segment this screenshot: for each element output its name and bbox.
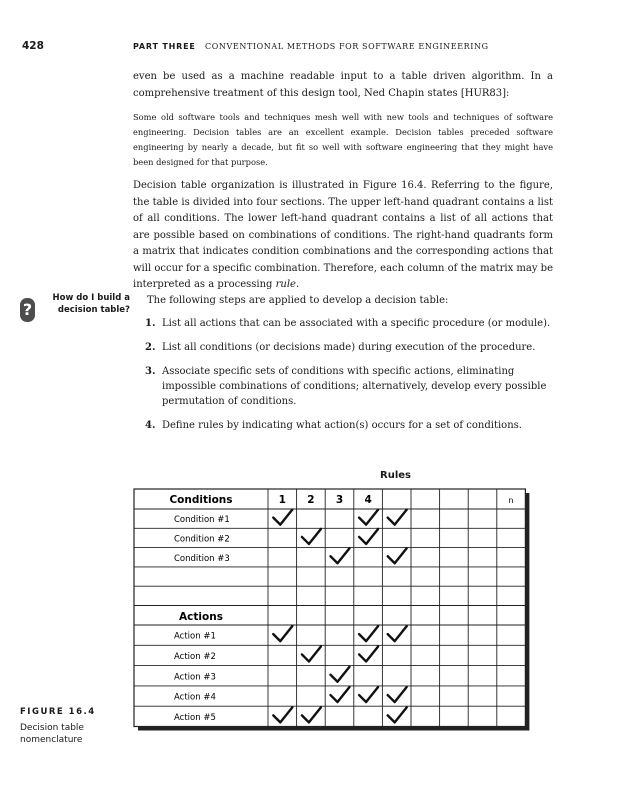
organization-text: Decision table organization is illustrated in Figure 16.4. Referring to the figure, the table is divided into four sections. The upper left-hand quadrant contains a list of all conditions. The lower left-hand quadrant contains a list of all actions that are possible based on combinations of conditions. The right-hand quadrants form a matrix that indicates condition combinations and the corresponding actions that will occur for a specific combination. Therefore, each column of the matrix may be interpreted as a processing	[133, 180, 553, 290]
rule-column-label: 4	[364, 494, 372, 506]
step-number: 3.	[145, 366, 156, 377]
chapter-title: CONVENTIONAL METHODS FOR SOFTWARE ENGINEERING	[205, 42, 489, 51]
action-label: Action #5	[174, 712, 216, 723]
steps-intro: The following steps are applied to develop a decision table:	[147, 295, 449, 306]
actions-header: Actions	[179, 611, 223, 623]
condition-label: Condition #1	[174, 515, 230, 526]
part-label: PART THREE	[133, 42, 196, 51]
condition-label: Condition #3	[174, 553, 230, 564]
figure-caption: Decision table nomenclature	[20, 723, 84, 745]
step-text: Associate specific sets of conditions with specific actions, eliminating impossible combinations of conditions; alternatively, develop every possible permutation of conditions.	[162, 366, 547, 407]
rule-term: rule	[275, 279, 296, 290]
action-label: Action #4	[174, 692, 216, 703]
action-label: Action #3	[174, 672, 216, 683]
step-number: 4.	[145, 420, 156, 431]
rule-column-label: n	[508, 496, 514, 505]
conditions-header: Conditions	[169, 494, 233, 506]
rule-column-label: 2	[307, 494, 315, 506]
step-number: 1.	[145, 318, 156, 329]
step-number: 2.	[145, 342, 156, 353]
step-text: Define rules by indicating what action(s) occurs for a set of conditions.	[162, 420, 522, 431]
rule-column-label: 1	[278, 494, 286, 506]
rule-column-label: 3	[335, 494, 344, 506]
condition-label: Condition #2	[174, 534, 230, 545]
question-mark-icon: ?	[20, 298, 35, 322]
intro-paragraph: even be used as a machine readable input to a table driven algorithm. In a comprehensive treatment of this design tool, Ned Chapin states [HUR83]:	[133, 71, 553, 99]
action-label: Action #1	[174, 631, 216, 642]
organization-period: .	[295, 279, 300, 290]
step-text: List all actions that can be associated with a specific procedure (or module).	[162, 318, 551, 329]
figure-label: FIGURE 16.4	[20, 707, 96, 717]
step-text: List all conditions (or decisions made) during execution of the procedure.	[162, 342, 536, 353]
margin-question-text: How do I build a decision table?	[52, 293, 130, 315]
chapin-quote: Some old software tools and techniques mesh well with new tools and techniques of software engineering. Decision tables are an excellent example. Decision tables preceded software engineering by nearly a decade, but fit so well with software engineering that they might have been designed for that purpose.	[133, 112, 553, 167]
rules-label: Rules	[380, 470, 411, 481]
action-label: Action #2	[174, 651, 216, 662]
page-number: 428	[22, 40, 44, 52]
